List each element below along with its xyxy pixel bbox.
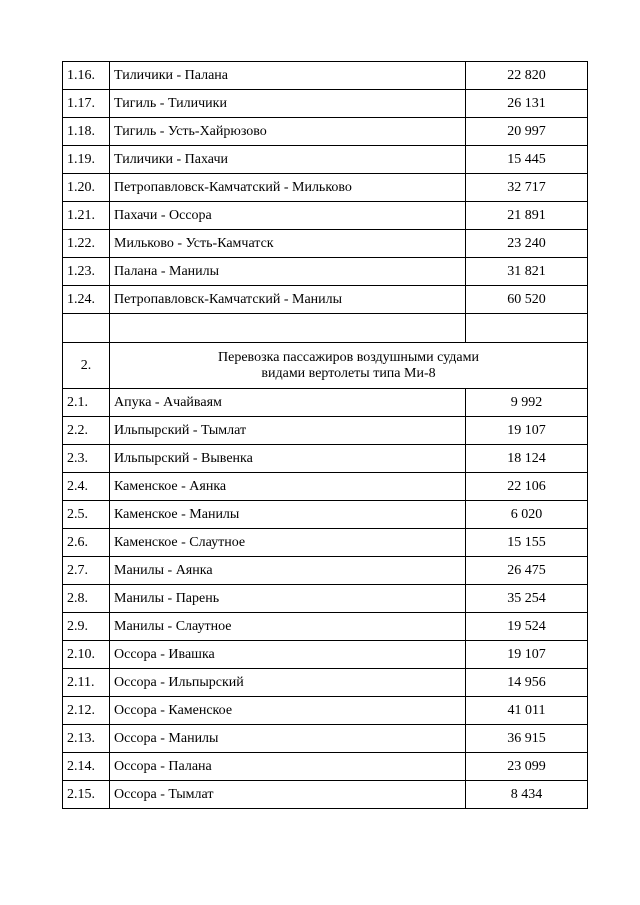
row-number: 1.17.	[63, 90, 110, 118]
fare-value: 26 475	[466, 557, 588, 585]
route-name: Каменское - Слаутное	[110, 529, 466, 557]
row-number: 2.1.	[63, 389, 110, 417]
table-row	[63, 146, 588, 174]
table-row	[63, 174, 588, 202]
spacer-group	[63, 314, 588, 389]
row-number: 1.20.	[63, 174, 110, 202]
route-name: Мильково - Усть-Камчатск	[110, 230, 466, 258]
table-row	[63, 501, 588, 529]
route-name: Палана - Манилы	[110, 258, 466, 286]
route-name: Манилы - Аянка	[110, 557, 466, 585]
empty-row	[63, 314, 588, 343]
row-number: 1.16.	[63, 62, 110, 90]
fare-value: 19 524	[466, 613, 588, 641]
fare-value: 26 131	[466, 90, 588, 118]
row-number: 2.10.	[63, 641, 110, 669]
fare-value: 32 717	[466, 174, 588, 202]
row-number: 2.14.	[63, 753, 110, 781]
fare-value: 35 254	[466, 585, 588, 613]
table-row	[63, 417, 588, 445]
table-row	[63, 529, 588, 557]
fare-value: 9 992	[466, 389, 588, 417]
empty-cell	[466, 314, 588, 343]
table-row	[63, 641, 588, 669]
route-name: Манилы - Парень	[110, 585, 466, 613]
fare-value: 14 956	[466, 669, 588, 697]
fare-value: 22 820	[466, 62, 588, 90]
fare-value: 19 107	[466, 641, 588, 669]
table-row	[63, 389, 588, 417]
route-name: Тиличики - Палана	[110, 62, 466, 90]
route-name: Манилы - Слаутное	[110, 613, 466, 641]
fare-value: 8 434	[466, 781, 588, 809]
table-row	[63, 118, 588, 146]
section-number: 2.	[63, 343, 110, 389]
section-header-row	[63, 343, 588, 389]
fare-value: 18 124	[466, 445, 588, 473]
table-row	[63, 557, 588, 585]
row-number: 1.19.	[63, 146, 110, 174]
fare-value: 20 997	[466, 118, 588, 146]
table-row	[63, 781, 588, 809]
table-row	[63, 445, 588, 473]
row-number: 2.7.	[63, 557, 110, 585]
route-name: Оссора - Каменское	[110, 697, 466, 725]
table-row	[63, 613, 588, 641]
table-row	[63, 725, 588, 753]
section-title-line: видами вертолеты типа Ми-8	[261, 365, 436, 381]
table-row	[63, 230, 588, 258]
row-number: 2.15.	[63, 781, 110, 809]
fare-value: 31 821	[466, 258, 588, 286]
section-title	[110, 343, 588, 389]
row-number: 2.4.	[63, 473, 110, 501]
table-row	[63, 669, 588, 697]
row-number: 1.18.	[63, 118, 110, 146]
table-row	[63, 286, 588, 314]
row-number: 1.24.	[63, 286, 110, 314]
row-number: 2.6.	[63, 529, 110, 557]
fare-value: 6 020	[466, 501, 588, 529]
route-name: Петропавловск-Камчатский - Манилы	[110, 286, 466, 314]
tariff-table	[62, 61, 588, 809]
fare-value: 15 155	[466, 529, 588, 557]
route-name: Оссора - Палана	[110, 753, 466, 781]
fare-value: 21 891	[466, 202, 588, 230]
fare-value: 23 240	[466, 230, 588, 258]
table-row	[63, 473, 588, 501]
section-title-line: Перевозка пассажиров воздушными судами	[218, 349, 479, 365]
table-row	[63, 90, 588, 118]
row-number: 2.9.	[63, 613, 110, 641]
table-row	[63, 202, 588, 230]
route-name: Оссора - Манилы	[110, 725, 466, 753]
fare-value: 19 107	[466, 417, 588, 445]
fare-value: 36 915	[466, 725, 588, 753]
route-name: Оссора - Ивашка	[110, 641, 466, 669]
table-row	[63, 585, 588, 613]
fare-value: 41 011	[466, 697, 588, 725]
route-name: Тигиль - Усть-Хайрюзово	[110, 118, 466, 146]
row-number: 1.23.	[63, 258, 110, 286]
row-number: 2.8.	[63, 585, 110, 613]
route-name: Ильпырский - Тымлат	[110, 417, 466, 445]
row-number: 2.2.	[63, 417, 110, 445]
route-name: Пахачи - Оссора	[110, 202, 466, 230]
route-name: Каменское - Аянка	[110, 473, 466, 501]
route-name: Тиличики - Пахачи	[110, 146, 466, 174]
route-name: Апука - Ачайваям	[110, 389, 466, 417]
fare-value: 22 106	[466, 473, 588, 501]
fare-value: 60 520	[466, 286, 588, 314]
group1-rows	[63, 62, 588, 314]
route-name: Петропавловск-Камчатский - Мильково	[110, 174, 466, 202]
row-number: 2.3.	[63, 445, 110, 473]
group2-rows	[63, 389, 588, 809]
row-number: 1.21.	[63, 202, 110, 230]
route-name: Каменское - Манилы	[110, 501, 466, 529]
row-number: 2.5.	[63, 501, 110, 529]
table-row	[63, 697, 588, 725]
fare-value: 23 099	[466, 753, 588, 781]
route-name: Оссора - Тымлат	[110, 781, 466, 809]
route-name: Оссора - Ильпырский	[110, 669, 466, 697]
table-row	[63, 258, 588, 286]
row-number: 2.11.	[63, 669, 110, 697]
empty-cell	[110, 314, 466, 343]
fare-value: 15 445	[466, 146, 588, 174]
table-row	[63, 62, 588, 90]
empty-cell	[63, 314, 110, 343]
route-name: Тигиль - Тиличики	[110, 90, 466, 118]
table-row	[63, 753, 588, 781]
route-name: Ильпырский - Вывенка	[110, 445, 466, 473]
row-number: 2.12.	[63, 697, 110, 725]
row-number: 2.13.	[63, 725, 110, 753]
row-number: 1.22.	[63, 230, 110, 258]
